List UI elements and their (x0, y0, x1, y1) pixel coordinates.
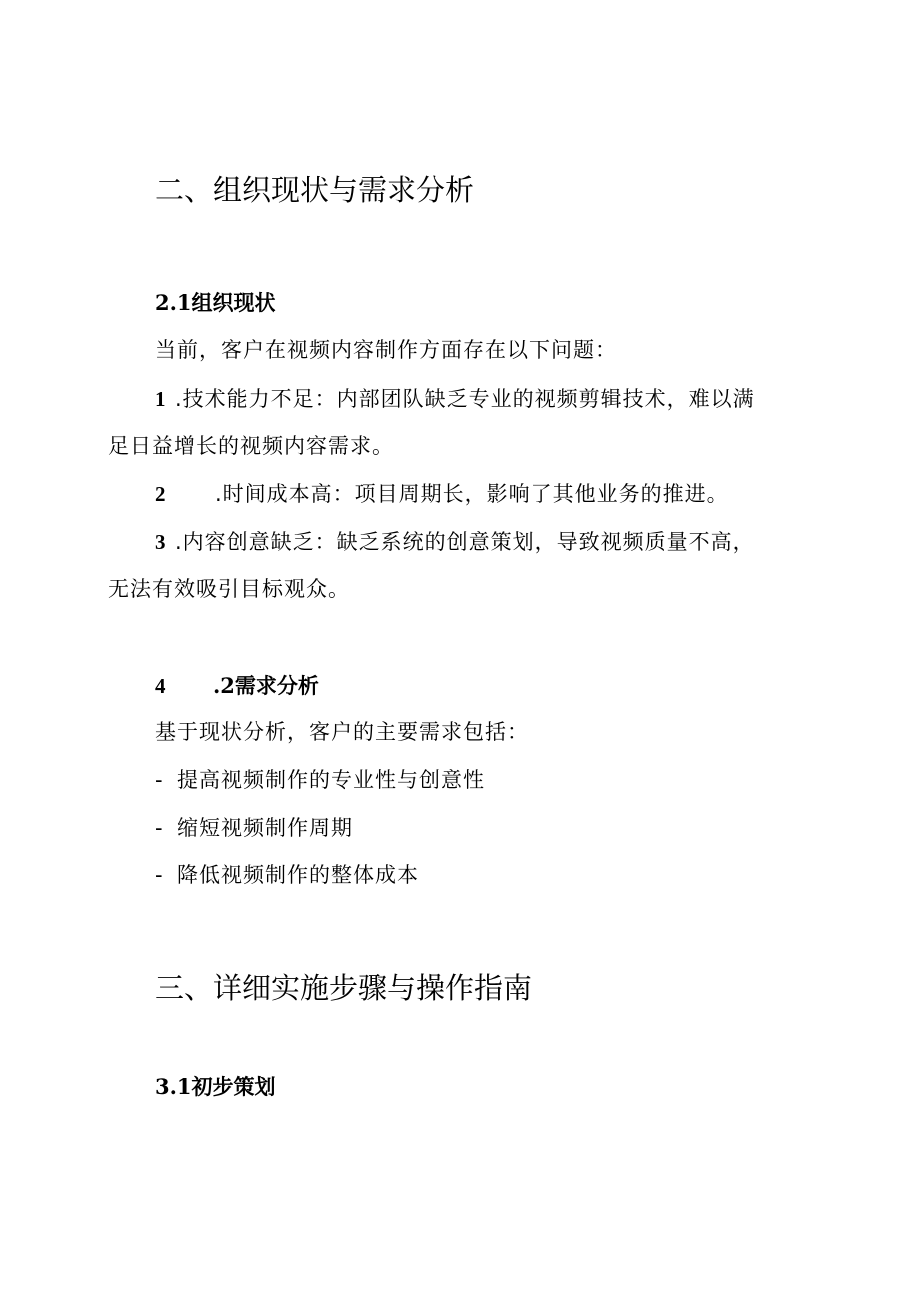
issue-item-3-number: 3 (155, 530, 167, 554)
issue-item-2-number: 2 (155, 482, 167, 506)
bullet-marker: - (155, 863, 164, 887)
subsection-2-2-title: .2需求分析 (213, 673, 319, 698)
list-item (155, 859, 419, 889)
list-item-text: 降低视频制作的整体成本 (177, 863, 419, 887)
issue-item-1-text: .技术能力不足：内部团队缺乏专业的视频剪辑技术，难以满 (175, 387, 755, 411)
section-3-title: 三、详细实施步骤与操作指南 (155, 971, 533, 1005)
issue-item-1 (155, 383, 755, 413)
subsection-2-1-heading: 2.1组织现状 (155, 290, 276, 315)
issue-item-1-number: 1 (155, 387, 167, 411)
subsection-2-2-heading (155, 670, 319, 700)
section-2-title: 二、组织现状与需求分析 (155, 173, 475, 207)
issue-item-3 (155, 526, 755, 556)
list-item-text: 提高视频制作的专业性与创意性 (177, 768, 485, 792)
subsection-2-1-intro: 当前，客户在视频内容制作方面存在以下问题： (155, 338, 617, 362)
list-item (155, 764, 485, 794)
issue-item-1-continuation: 足日益增长的视频内容需求。 (108, 434, 394, 458)
list-item (155, 812, 353, 842)
issue-item-2 (155, 478, 729, 508)
subsection-2-2-intro: 基于现状分析，客户的主要需求包括： (155, 720, 529, 744)
bullet-marker: - (155, 816, 164, 840)
issue-item-2-text: .时间成本高：项目周期长，影响了其他业务的推进。 (215, 482, 729, 506)
subsection-2-2-number: 4 (155, 674, 166, 698)
issue-item-3-continuation: 无法有效吸引目标观众。 (108, 577, 350, 601)
list-item-text: 缩短视频制作周期 (177, 816, 353, 840)
issue-item-3-text: .内容创意缺乏：缺乏系统的创意策划，导致视频质量不高， (175, 530, 755, 554)
bullet-marker: - (155, 768, 164, 792)
subsection-3-1-heading: 3.1初步策划 (155, 1074, 276, 1099)
